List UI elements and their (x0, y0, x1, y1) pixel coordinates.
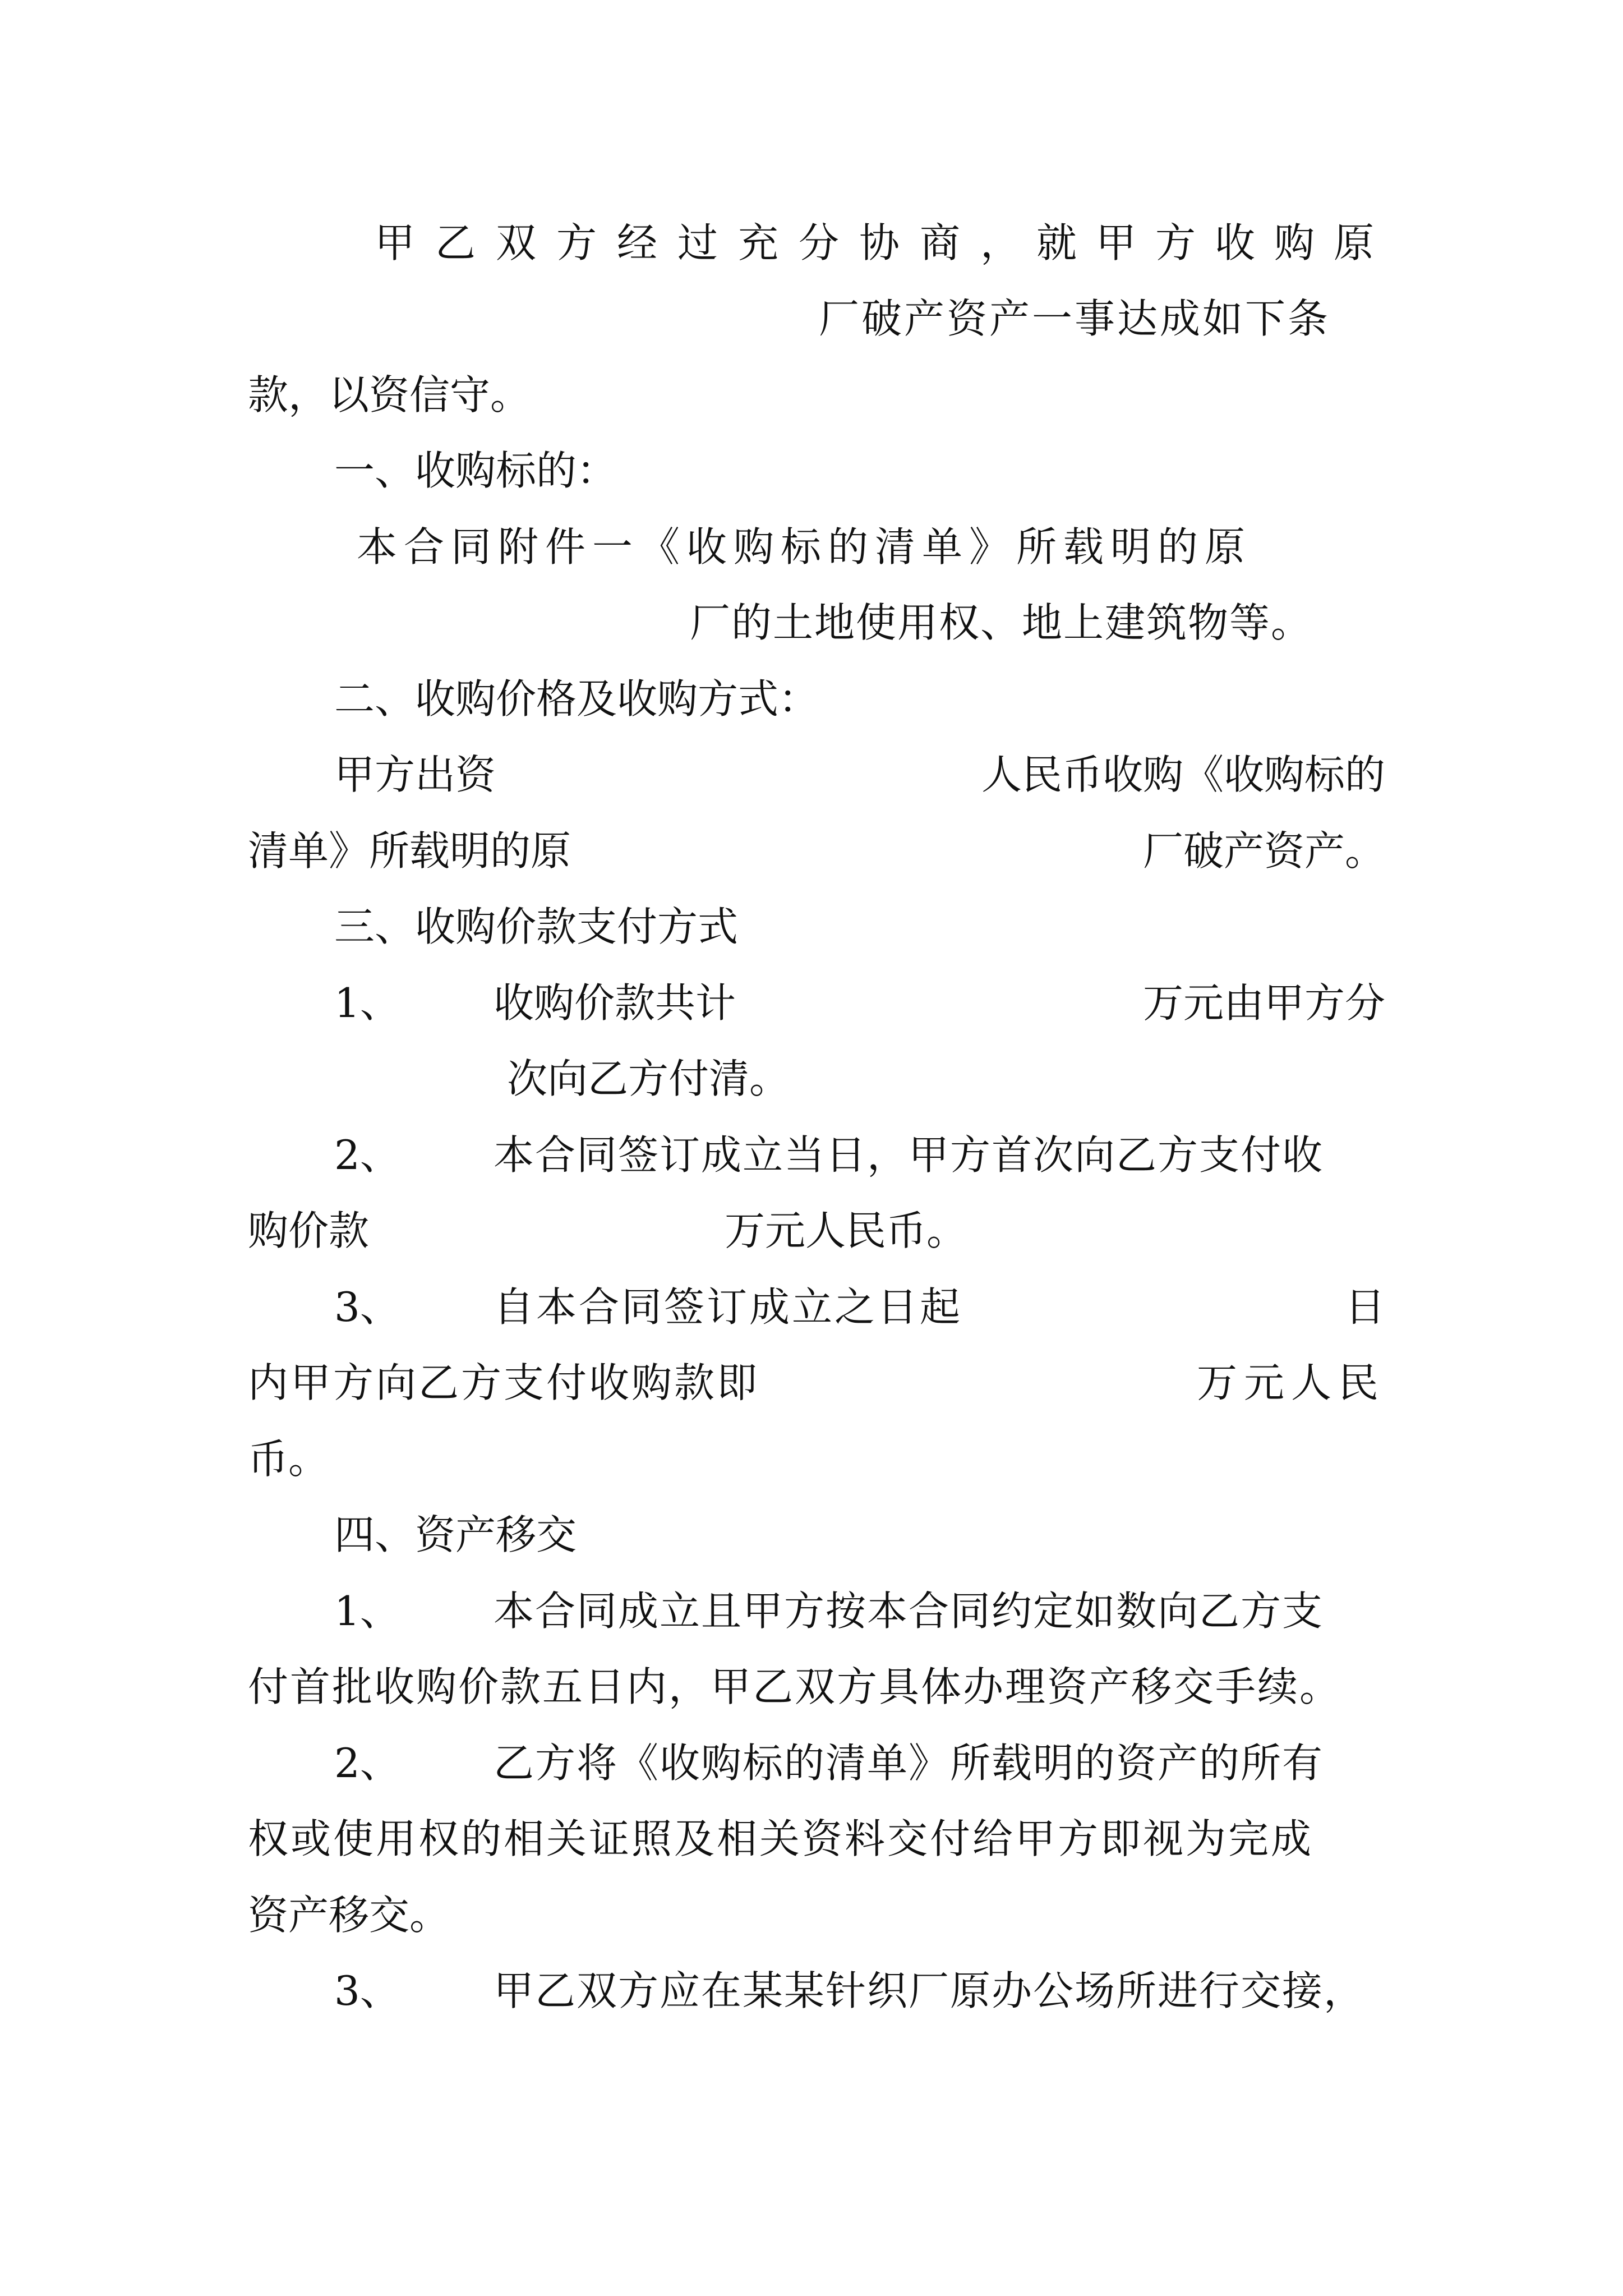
section-3-item-2-number: 2、 (334, 1131, 400, 1179)
section-3-item-3-line-2-part-a: 内甲方向乙方支付收购款即 (248, 1359, 760, 1406)
section-4-item-1-line-2: 付首批收购价款五日内，甲乙双方具体办理资产移交手续。 (248, 1663, 1342, 1710)
section-3-item-1-line-2: 次向乙方付清。 (507, 1055, 790, 1102)
section-3-item-1-number: 1、 (334, 979, 400, 1027)
section-4-heading: 四、资产移交 (334, 1511, 577, 1558)
section-3-item-3-number: 3、 (334, 1283, 400, 1331)
section-3-item-2-line-2-part-b: 万元人民币。 (725, 1207, 967, 1254)
section-3-item-2-line-1: 本合同签订成立当日，甲方首次向乙方支付收 (494, 1131, 1324, 1179)
section-2-body-line-2-part-a: 清单》所载明的原 (248, 827, 571, 875)
section-2-body-line-2 (248, 826, 1385, 876)
section-3-item-3-line-2-part-b: 万元人民 (1196, 1359, 1385, 1406)
section-3-item-1-line-1-part-b: 万元由甲方分 (1142, 979, 1385, 1027)
intro-line-1 (375, 218, 1394, 268)
section-4-item-2-line-2: 权或使用权的相关证照及相关资料交付给甲方即视为完成 (248, 1815, 1314, 1862)
section-3-item-3-line-1-part-b: 日 (1344, 1283, 1385, 1331)
section-2-body-line-1 (334, 749, 1385, 800)
intro-line-1-part-a: 甲乙双方经过充分协商， (375, 219, 1041, 266)
section-4-item-2-line-3: 资产移交。 (248, 1892, 450, 1939)
section-1-heading: 一、收购标的： (334, 447, 617, 494)
section-4-item-3-number: 3、 (334, 1967, 400, 2014)
section-3-item-2-line-2 (248, 1205, 977, 1256)
intro-line-2: 厂破产资产一事达成如下条 (819, 295, 1331, 342)
intro-line-3: 款，以资信守。 (248, 371, 531, 418)
section-2-body-line-1-part-a: 甲方出资 (334, 751, 496, 798)
section-1-body-line-1 (357, 522, 1385, 572)
section-2-body-line-2-part-b: 厂破产资产。 (1142, 827, 1385, 875)
section-3-item-3-line-2 (248, 1358, 1385, 1408)
section-3-item-1-line-1 (494, 978, 1385, 1028)
section-4-item-2-line-1: 乙方将《收购标的清单》所载明的资产的所有 (494, 1740, 1324, 1787)
section-3-item-3-line-3: 币。 (248, 1435, 329, 1483)
section-3-item-3-line-1 (494, 1282, 1385, 1332)
section-1-body-line-1-text: 本合同附件一《收购标的清单》所载明的原 (357, 523, 1252, 570)
section-4-item-3-line-1: 甲乙双方应在某某针织厂原办公场所进行交接， (494, 1967, 1366, 2014)
section-3-item-3-line-1-part-a: 自本合同签订成立之日起 (494, 1283, 963, 1331)
section-4-item-1-number: 1、 (334, 1588, 400, 1635)
section-2-heading: 二、收购价格及收购方式： (334, 675, 819, 723)
section-1-body-line-2: 厂的土地使用权、地上建筑物等。 (690, 599, 1313, 646)
section-3-item-2-line-2-part-a: 购价款 (248, 1207, 370, 1254)
section-4-item-2-number: 2、 (334, 1740, 400, 1787)
section-3-item-1-line-1-part-a: 收购价款共计 (494, 979, 736, 1027)
section-3-heading: 三、收购价款支付方式 (334, 903, 739, 950)
section-4-item-1-line-1: 本合同成立且甲方按本合同约定如数向乙方支 (494, 1588, 1324, 1635)
section-2-body-line-1-part-b: 人民币收购《收购标的 (981, 751, 1385, 798)
intro-line-1-part-b: 就甲方收购原 (1036, 219, 1394, 266)
